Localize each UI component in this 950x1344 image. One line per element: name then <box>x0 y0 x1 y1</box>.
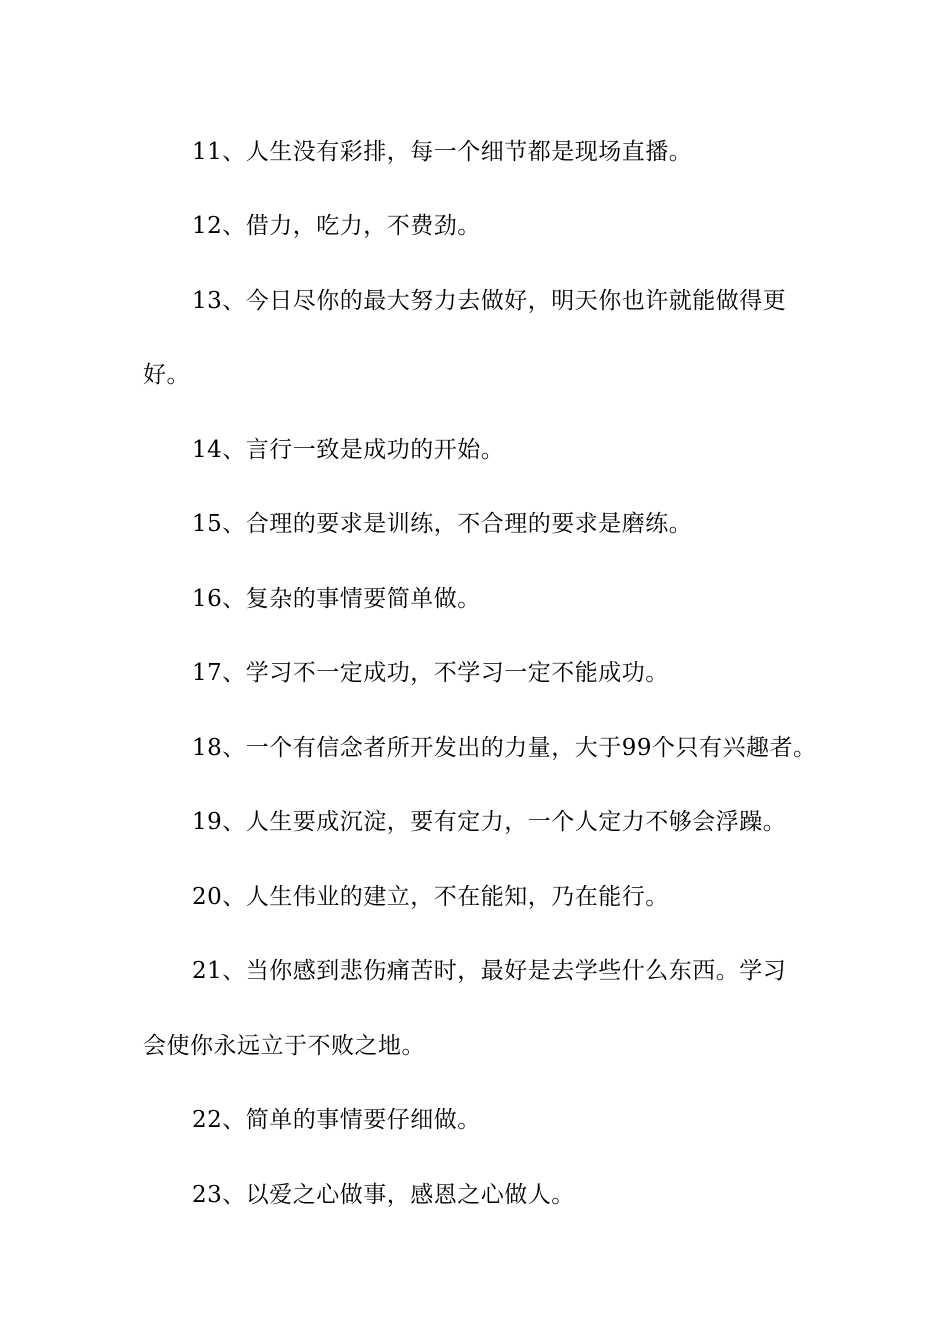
quote-16: 16、复杂的事情要简单做。 <box>192 586 481 612</box>
quote-17: 17、学习不一定成功，不学习一定不能成功。 <box>192 660 669 686</box>
quote-18: 18、一个有信念者所开发出的力量，大于99个只有兴趣者。 <box>192 735 817 761</box>
quote-20: 20、人生伟业的建立，不在能知，乃在能行。 <box>192 884 669 910</box>
quote-11: 11、人生没有彩排，每一个细节都是现场直播。 <box>192 139 693 165</box>
quote-21-continuation: 会使你永远立于不败之地。 <box>143 1033 425 1059</box>
quote-21: 21、当你感到悲伤痛苦时，最好是去学些什么东西。学习 <box>192 958 787 984</box>
quote-13: 13、今日尽你的最大努力去做好，明天你也许就能做得更 <box>192 288 787 314</box>
quote-15: 15、合理的要求是训练，不合理的要求是磨练。 <box>192 511 693 537</box>
quote-13-continuation: 好。 <box>143 362 190 388</box>
quote-19: 19、人生要成沉淀，要有定力，一个人定力不够会浮躁。 <box>192 809 787 835</box>
quote-23: 23、以爱之心做事，感恩之心做人。 <box>192 1182 575 1208</box>
quote-14: 14、言行一致是成功的开始。 <box>192 437 505 463</box>
quote-12: 12、借力，吃力，不费劲。 <box>192 213 481 239</box>
quote-22: 22、简单的事情要仔细做。 <box>192 1107 481 1133</box>
